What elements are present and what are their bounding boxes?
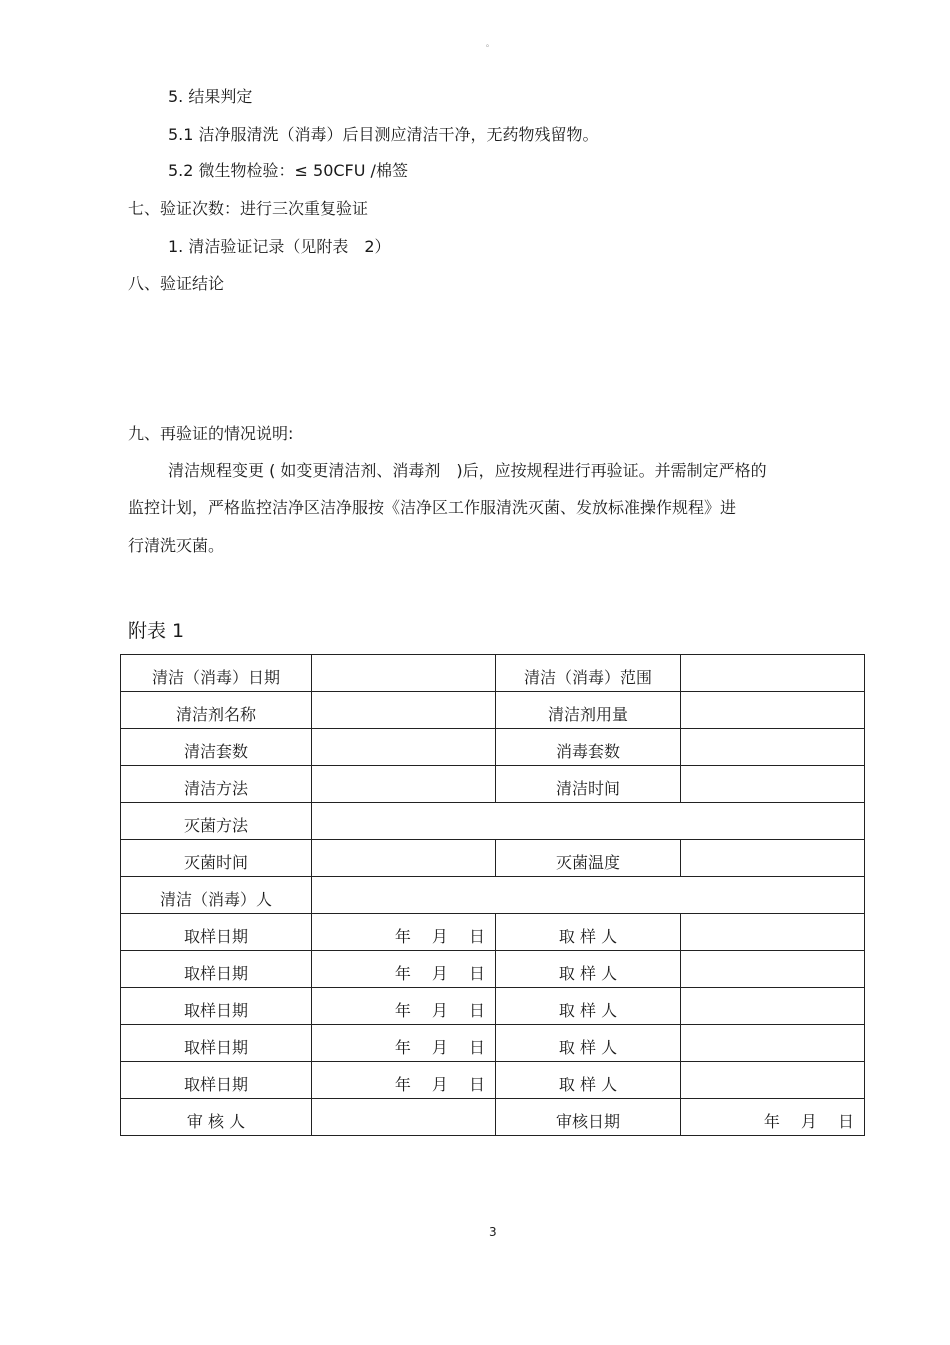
value-cell <box>681 729 865 766</box>
value-cell <box>312 1099 496 1136</box>
value-cell <box>312 766 496 803</box>
label-cell: 清洁剂用量 <box>496 692 681 729</box>
value-cell <box>681 692 865 729</box>
cleaning-record-ref: 1. 清洁验证记录（见附表 2） <box>168 237 391 256</box>
label-cell: 灭菌方法 <box>121 803 312 840</box>
value-cell <box>681 840 865 877</box>
label-cell: 灭菌时间 <box>121 840 312 877</box>
section-8-heading: 八、验证结论 <box>128 274 225 293</box>
date-cell: 年 月 日 <box>681 1099 865 1136</box>
page-number: 3 <box>489 1225 497 1239</box>
date-cell: 年 月 日 <box>312 1025 496 1062</box>
label-cell: 取样日期 <box>121 988 312 1025</box>
table-row <box>121 877 865 914</box>
value-cell <box>681 988 865 1025</box>
table-row <box>121 840 865 877</box>
criterion-5-1: 5.1 洁净服清洗（消毒）后目测应清洁干净，无药物残留物。 <box>168 125 599 144</box>
table-row <box>121 729 865 766</box>
label-cell: 灭菌温度 <box>496 840 681 877</box>
table-row <box>121 655 865 692</box>
table-row <box>121 914 865 951</box>
label-cell: 清洁（消毒）人 <box>121 877 312 914</box>
value-cell <box>312 877 865 914</box>
date-cell: 年 月 日 <box>312 951 496 988</box>
label-cell: 清洁（消毒）范围 <box>496 655 681 692</box>
label-cell: 审 核 人 <box>121 1099 312 1136</box>
header-mark: 。 <box>486 39 494 48</box>
label-cell: 取 样 人 <box>496 951 681 988</box>
value-cell <box>681 766 865 803</box>
table-row <box>121 1025 865 1062</box>
label-cell: 取样日期 <box>121 914 312 951</box>
section-9-heading: 九、再验证的情况说明: <box>128 424 294 443</box>
revalidation-para-line2: 监控计划，严格监控洁净区洁净服按《洁净区工作服清洗灭菌、发放标准操作规程》进 <box>128 498 737 517</box>
value-cell <box>681 914 865 951</box>
label-cell: 消毒套数 <box>496 729 681 766</box>
table-row <box>121 951 865 988</box>
table-row <box>121 1062 865 1099</box>
value-cell <box>312 655 496 692</box>
label-cell: 清洁时间 <box>496 766 681 803</box>
cleaning-record-table <box>120 654 865 1136</box>
label-cell: 取 样 人 <box>496 914 681 951</box>
label-cell: 清洁套数 <box>121 729 312 766</box>
value-cell <box>312 840 496 877</box>
revalidation-para-line3: 行清洗灭菌。 <box>128 536 225 555</box>
label-cell: 取样日期 <box>121 1025 312 1062</box>
table-row <box>121 692 865 729</box>
value-cell <box>681 1062 865 1099</box>
value-cell <box>681 1025 865 1062</box>
date-cell: 年 月 日 <box>312 988 496 1025</box>
label-cell: 取 样 人 <box>496 1062 681 1099</box>
value-cell <box>312 692 496 729</box>
revalidation-para-line1: 清洁规程变更 ( 如变更清洁剂、消毒剂 )后，应按规程进行再验证。并需制定严格的 <box>168 461 767 480</box>
table-row <box>121 766 865 803</box>
date-cell: 年 月 日 <box>312 1062 496 1099</box>
date-cell: 年 月 日 <box>312 914 496 951</box>
appendix-title: 附表 1 <box>128 620 185 642</box>
label-cell: 清洁剂名称 <box>121 692 312 729</box>
label-cell: 取 样 人 <box>496 1025 681 1062</box>
label-cell: 清洁方法 <box>121 766 312 803</box>
label-cell: 清洁（消毒）日期 <box>121 655 312 692</box>
table-row <box>121 803 865 840</box>
label-cell: 取样日期 <box>121 951 312 988</box>
label-cell: 取 样 人 <box>496 988 681 1025</box>
value-cell <box>681 951 865 988</box>
table-row <box>121 1099 865 1136</box>
value-cell <box>312 729 496 766</box>
value-cell <box>312 803 865 840</box>
section-5-heading: 5. 结果判定 <box>168 87 253 106</box>
label-cell: 审核日期 <box>496 1099 681 1136</box>
criterion-5-2: 5.2 微生物检验：≤ 50CFU /棉签 <box>168 161 408 180</box>
label-cell: 取样日期 <box>121 1062 312 1099</box>
table-row <box>121 988 865 1025</box>
section-7-heading: 七、验证次数：进行三次重复验证 <box>128 199 369 218</box>
value-cell <box>681 655 865 692</box>
